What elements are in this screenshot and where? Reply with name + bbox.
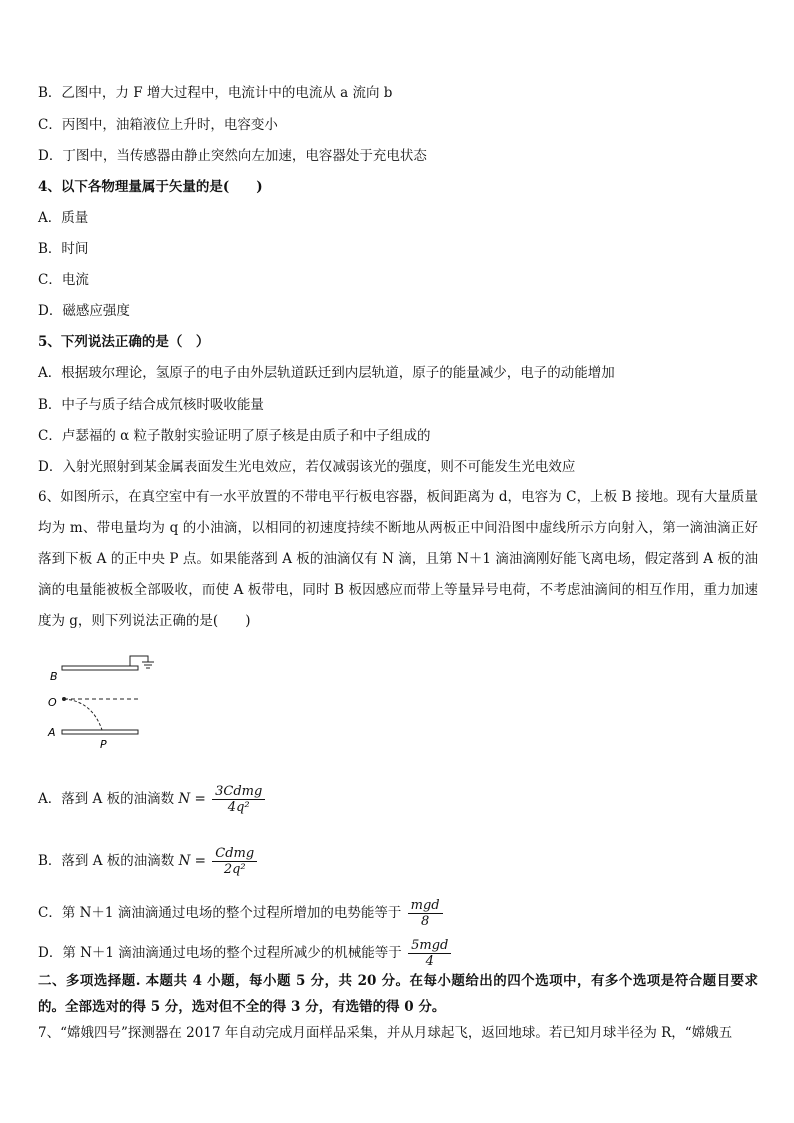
label-a: A xyxy=(48,726,56,739)
fraction: $\frac{\text{mgd}}{8}$ xyxy=(408,898,443,929)
q3-option-b: B．乙图中，力 F 增大过程中，电流计中的电流从 a 流向 b xyxy=(38,85,393,101)
label-b: B xyxy=(50,670,58,683)
q6-option-a: A．落到 A 板的油滴数 N = $\frac{\text{3Cdmg}}{\text{4q²}}$ xyxy=(38,784,267,815)
q4-option-d: D．磁感应强度 xyxy=(38,303,130,319)
plate-a xyxy=(62,730,138,734)
q7-stem: 7、“嫦娥四号”探测器在 2017 年自动完成月面样品采集，并从月球起飞，返回地球。若已知月球半径为 R，“嫦娥五 xyxy=(38,1025,733,1041)
plate-b xyxy=(62,666,138,670)
q4-option-a: A．质量 xyxy=(38,210,89,226)
q3-option-d: D．丁图中，当传感器由静止突然向左加速，电容器处于充电状态 xyxy=(38,148,427,164)
section-2-heading: 二、多项选择题. 本题共 4 小题，每小题 5 分，共 20 分。在每小题给出的四个选项中，有多个选项是符合题目要求的。全部选对的得 5 分，选对但不全的得 3 分，有选错的得 0 分。 xyxy=(38,973,758,1015)
q4-option-b: B．时间 xyxy=(38,241,89,257)
q5-option-b: B．中子与质子结合成氘核时吸收能量 xyxy=(38,397,264,413)
fraction: $\frac{\text{5mgd}}{4}$ xyxy=(408,938,451,969)
droplet-trajectory xyxy=(64,699,102,730)
q6-option-c: C．第 N＋1 滴油滴通过电场的整个过程所增加的电势能等于 $\frac{\text{mgd}}{8}$ xyxy=(38,898,445,929)
q6-option-b: B．落到 A 板的油滴数 N = $\frac{\text{Cdmg}}{\text{2q²}}$ xyxy=(38,846,259,877)
q3-option-c: C．丙图中，油箱液位上升时，电容变小 xyxy=(38,117,278,133)
label-o: O xyxy=(48,696,57,709)
q5-option-d: D．入射光照射到某金属表面发生光电效应，若仅减弱该光的强度，则不可能发生光电效应 xyxy=(38,459,576,475)
q5-option-a: A．根据玻尔理论，氢原子的电子由外层轨道跃迁到内层轨道，原子的能量减少，电子的动能增加 xyxy=(38,365,615,381)
fraction: $\frac{\text{3Cdmg}}{\text{4q²}}$ xyxy=(212,784,265,815)
q5-stem: 5、下列说法正确的是（ ） xyxy=(38,334,210,350)
capacitor-diagram xyxy=(40,648,180,758)
q6-stem: 6、如图所示，在真空室中有一水平放置的不带电平行板电容器，板间距离为 d，电容为 C，上板 B 接地。现有大量质量均为 m、带电量均为 q 的小油滴，以相同的初速度持续不断地从两板正中间沿图中虚线所示方向射入，第一滴油滴正好落到下板 A 的正中央 P 点。如果能落到 A 板的油滴仅有 N 滴，且第 N＋1 滴油滴刚好能飞离电场，假定落到 A 板的油滴的电量能被板全部吸收，而使 A 板带电，同时 B 板因感应而带上等量异号电荷，不考虑油滴间的相互作用，重力加速度为 g，则下列说法正确的是( ) xyxy=(38,489,758,629)
fraction: $\frac{\text{Cdmg}}{\text{2q²}}$ xyxy=(212,846,257,877)
q6-option-d: D．第 N＋1 滴油滴通过电场的整个过程所减少的机械能等于 $\frac{\text{5mgd}}{4}$ xyxy=(38,938,453,969)
label-p: P xyxy=(100,738,107,751)
q5-option-c: C．卢瑟福的 α 粒子散射实验证明了原子核是由质子和中子组成的 xyxy=(38,428,431,444)
q4-stem: 4、以下各物理量属于矢量的是( ) xyxy=(38,179,263,195)
q4-option-c: C．电流 xyxy=(38,272,89,288)
